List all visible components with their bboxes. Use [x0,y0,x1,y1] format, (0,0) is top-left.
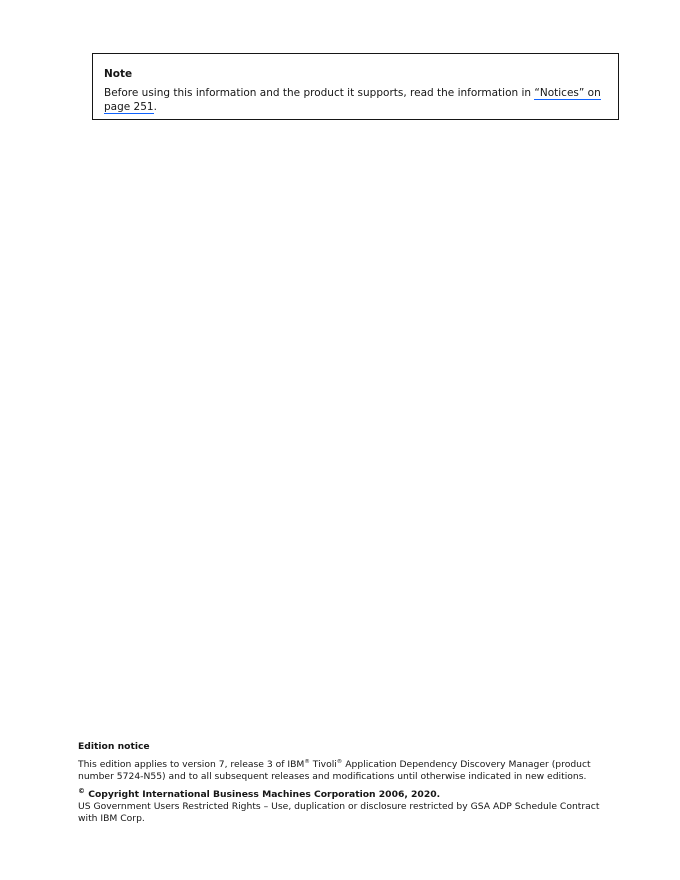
edition-text-part2: Tivoli [309,759,337,770]
registered-mark: ® [336,758,343,765]
notices-link[interactable]: “Notices” on page 251 [104,87,601,113]
edition-notice-text [78,759,618,783]
note-box [92,53,619,120]
note-text-after: . [153,101,157,113]
copyright-symbol: © [78,786,85,795]
edition-text-part1: This edition applies to version 7, release 3 of IBM [78,759,305,770]
note-text [104,86,607,114]
note-text-before: Before using this information and the product it supports, read the information in [104,87,535,99]
restricted-rights-text: US Government Users Restricted Rights – Use, duplication or disclosure restricted by GSA ADP Schedule Contract with IBM Corp. [78,801,600,824]
edition-notice [78,741,618,825]
registered-mark: ® [304,758,310,765]
copyright-line [78,786,618,801]
copyright-text: Copyright International Business Machines Corporation 2006, 2020. [85,789,441,800]
edition-text-part3: Application Dependency Discovery Manager (product number 5724-N55) and to all subsequent releases and modifications until otherwise indicated in new editions. [78,759,591,782]
edition-notice-title: Edition notice [78,741,150,752]
note-title: Note [104,68,133,80]
